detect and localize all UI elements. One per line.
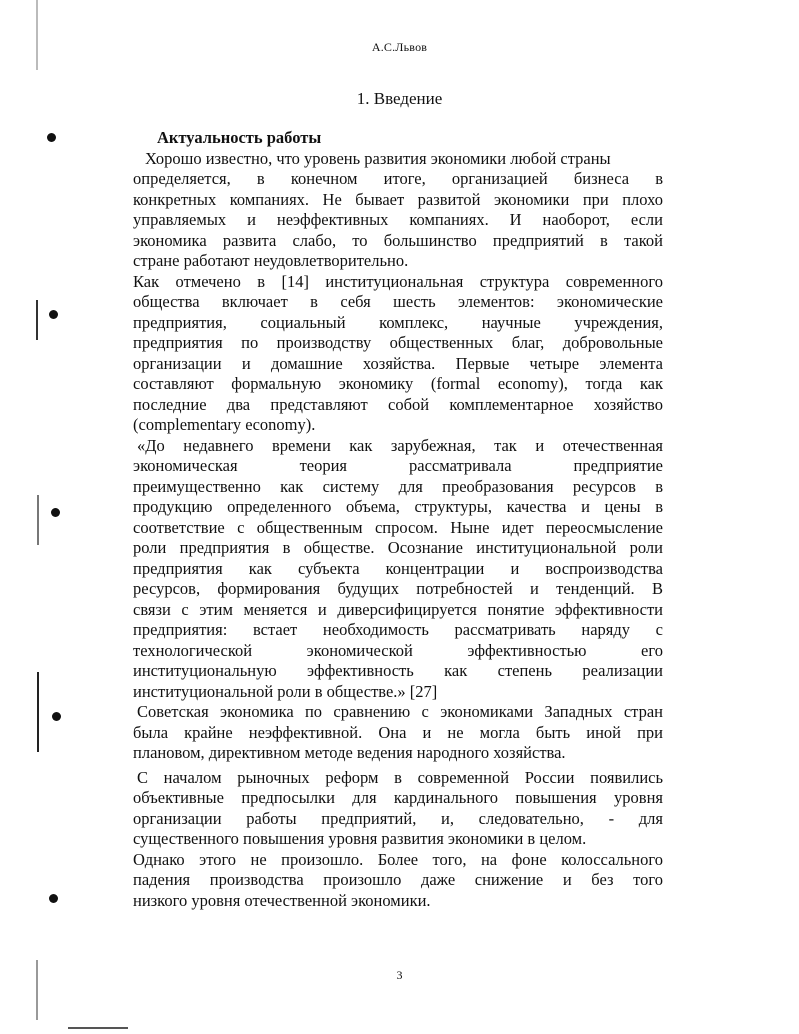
text-line: стране работают неудовлетворительно. xyxy=(133,251,409,270)
scan-margin-line xyxy=(36,300,38,340)
scan-margin-line xyxy=(37,672,39,752)
text-line: составляют формальную экономику (formal economy), тогда как xyxy=(133,374,663,393)
text-line: (complementary economy). xyxy=(133,415,316,434)
text-line: плановом, директивном методе ведения народного хозяйства. xyxy=(133,743,566,762)
text-line: институциональную эффективность как степень реализации xyxy=(133,661,663,680)
text-line: общества включает в себя шесть элементов: экономические xyxy=(133,292,663,311)
subsection-title: Актуальность работы xyxy=(157,128,322,147)
text-line: Советская экономика по сравнению с экономиками Западных стран xyxy=(137,702,663,721)
text-line: организации и домашние хозяйства. Первые четыре элемента xyxy=(133,353,663,373)
text-line: была крайне неэффективной. Она и не могла быть иной при xyxy=(133,722,663,742)
text-line: экономическая теория рассматривала предприятие xyxy=(133,456,663,475)
binder-hole-mark xyxy=(49,894,58,903)
text-line: предприятия как субъекта концентрации и воспроизводства xyxy=(133,558,663,578)
text-line: предприятия: встает необходимость рассматривать наряду с xyxy=(133,620,663,639)
text-line: определяется, в конечном итоге, организацией бизнеса в xyxy=(133,169,663,188)
text-line: конкретных компаниях. Не бывает развитой экономики при плохо xyxy=(133,189,663,209)
page-number: 3 xyxy=(396,968,403,982)
paragraph-3-quote xyxy=(133,436,663,703)
text-line: предприятия, социальный комплекс, научные учреждения, xyxy=(133,312,663,332)
scan-margin-line xyxy=(36,960,38,1020)
section-title: 1. Введение xyxy=(356,89,443,108)
text-line: объективные предпосылки для кардинального повышения уровня xyxy=(133,788,663,807)
text-line: Однако этого не произошло. Более того, на фоне колоссального xyxy=(133,849,663,869)
paragraph-4 xyxy=(133,702,663,764)
scan-margin-line xyxy=(36,0,38,70)
text-line: институциональной роли в обществе.» [27] xyxy=(133,681,438,701)
scan-edge-line xyxy=(68,1027,128,1029)
binder-hole-mark xyxy=(51,508,60,517)
text-line: соответствие с общественным спросом. Ныне идет переосмысление xyxy=(133,517,663,537)
text-line: технологической экономической эффективностью его xyxy=(133,640,663,660)
text-line: низкого уровня отечественной экономики. xyxy=(133,890,431,910)
text-line: существенного повышения уровня развития экономики в целом. xyxy=(133,829,587,848)
text-line: управляемых и неэффективных компаниях. И наоборот, если xyxy=(133,210,663,229)
running-head: А.С.Львов xyxy=(371,40,428,54)
text-line: предприятия по производству общественных благ, добровольные xyxy=(133,333,663,352)
text-line: последние два представляют собой комплементарное хозяйство xyxy=(133,394,663,414)
text-line: ресурсов, формирования будущих потребностей и тенденций. В xyxy=(133,579,663,598)
text-line: продукцию определенного объема, структуры, качества и цены в xyxy=(133,497,663,516)
text-line: роли предприятия в обществе. Осознание институциональной роли xyxy=(133,538,663,557)
paragraph-2 xyxy=(133,272,663,436)
text-line: падения производства произошло даже снижение и без того xyxy=(133,870,663,889)
paragraph-5 xyxy=(133,768,663,850)
scan-margin-line xyxy=(37,495,39,545)
text-line: связи с этим меняется и диверсифицируется понятие эффективности xyxy=(133,599,663,619)
text-line: Как отмечено в [14] институциональная структура современного xyxy=(133,271,663,291)
text-line: С началом рыночных реформ в современной России появились xyxy=(137,767,663,787)
text-line: организации работы предприятий, и, следовательно, - для xyxy=(133,808,663,828)
body-text xyxy=(133,128,663,911)
paragraph-6 xyxy=(133,850,663,912)
binder-hole-mark xyxy=(52,712,61,721)
binder-hole-mark xyxy=(47,133,56,142)
binder-hole-mark xyxy=(49,310,58,319)
text-line: экономика развита слабо, то большинство предприятий в такой xyxy=(133,230,663,250)
text-line: Хорошо известно, что уровень развития экономики любой страны xyxy=(145,148,611,168)
text-line: преимущественно как систему для преобразования ресурсов в xyxy=(133,476,663,496)
paragraph-1 xyxy=(133,149,663,272)
text-line: «До недавнего времени как зарубежная, так и отечественная xyxy=(137,435,663,455)
